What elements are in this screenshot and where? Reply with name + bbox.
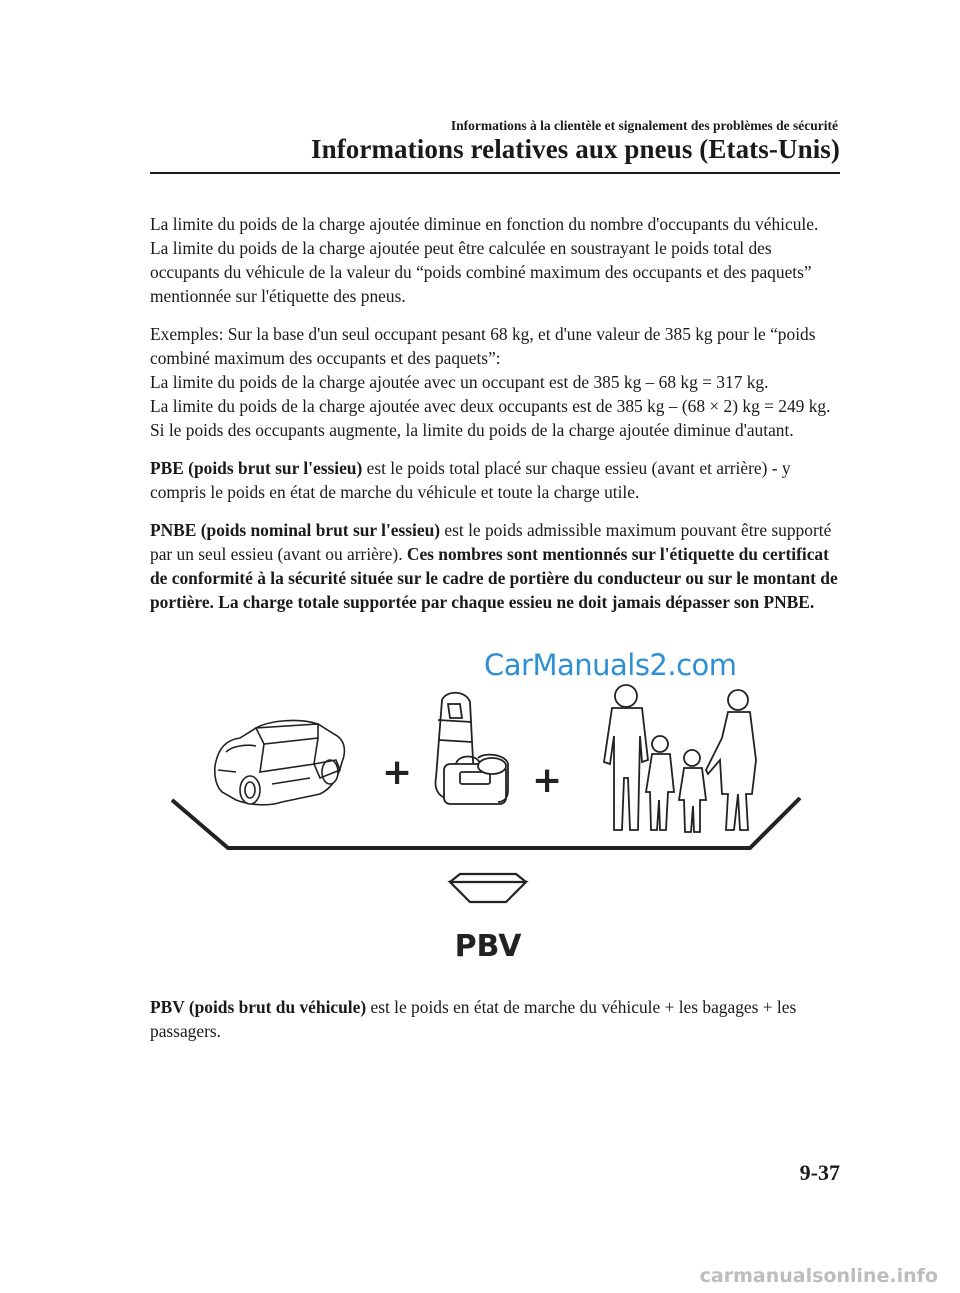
plus-sign: + [382,752,413,793]
watermark-carmanuals2: CarManuals2.com [484,648,737,682]
pbv-label: PBV [454,929,522,964]
paragraph-pnbe [150,518,840,614]
header-divider [150,172,840,174]
plus-sign: + [532,760,563,801]
footer-bar [0,1263,960,1293]
page-number: 9-37 [799,1160,840,1185]
chapter-subtitle: Informations à la clientèle et signalement des problèmes de sécurité [450,118,838,133]
example-conclusion: Si le poids des occupants augmente, la limite du poids de la charge ajoutée diminue d'autant. [150,420,794,440]
pbv-term: PBV (poids brut du véhicule) [150,997,367,1017]
paragraph-examples [150,322,840,442]
example-two-occupants: La limite du poids de la charge ajoutée avec deux occupants est de 385 kg – (68 × 2) kg = 249 kg. [150,396,831,416]
car-icon [215,721,345,805]
watermark-carmanualsonline: carmanualsonline.info [699,1265,938,1287]
paragraph-pbv [150,995,840,1043]
pbe-term: PBE (poids brut sur l'essieu) [150,458,363,478]
pbv-illustration [160,660,810,970]
pnbe-warning: Ces nombres sont mentionnés sur l'étiquette du certificat de conformité à la sécurité située sur le cadre de portière du conducteur ou sur le montant de portière. La charge totale supportée par chaque essieu ne doit jamais dépasser son PNBE. [150,544,838,612]
pbv-definition: est le poids en état de marche du véhicule + les bagages + les passagers. [150,997,797,1041]
paragraph-load-limit: La limite du poids de la charge ajoutée diminue en fonction du nombre d'occupants du véhicule. La limite du poids de la charge ajoutée peut être calculée en soustrayant le poids total des occupants du véhicule de la valeur du “poids combiné maximum des occupants et des paquets” mentionnée sur l'étiquette des pneus. [150,214,819,306]
body-text [150,212,840,628]
passengers-icon [604,685,756,832]
section-title: Informations relatives aux pneus (Etats-Unis) [310,134,840,164]
luggage-icon [435,693,508,804]
down-arrow-icon [450,882,526,902]
paragraph-pbe [150,456,840,504]
pnbe-definition: est le poids admissible maximum pouvant être supporté par un seul essieu (avant ou arrière). [150,520,832,564]
example-intro: Exemples: Sur la base d'un seul occupant pesant 68 kg, et d'une valeur de 385 kg pour le “poids combiné maximum des occupants et des paquets”: [150,324,816,368]
example-one-occupant: La limite du poids de la charge ajoutée avec un occupant est de 385 kg – 68 kg = 317 kg. [150,372,769,392]
pbe-definition: est le poids total placé sur chaque essieu (avant et arrière) - y compris le poids en état de marche du véhicule et toute la charge utile. [150,458,791,502]
pnbe-term: PNBE (poids nominal brut sur l'essieu) [150,520,441,540]
